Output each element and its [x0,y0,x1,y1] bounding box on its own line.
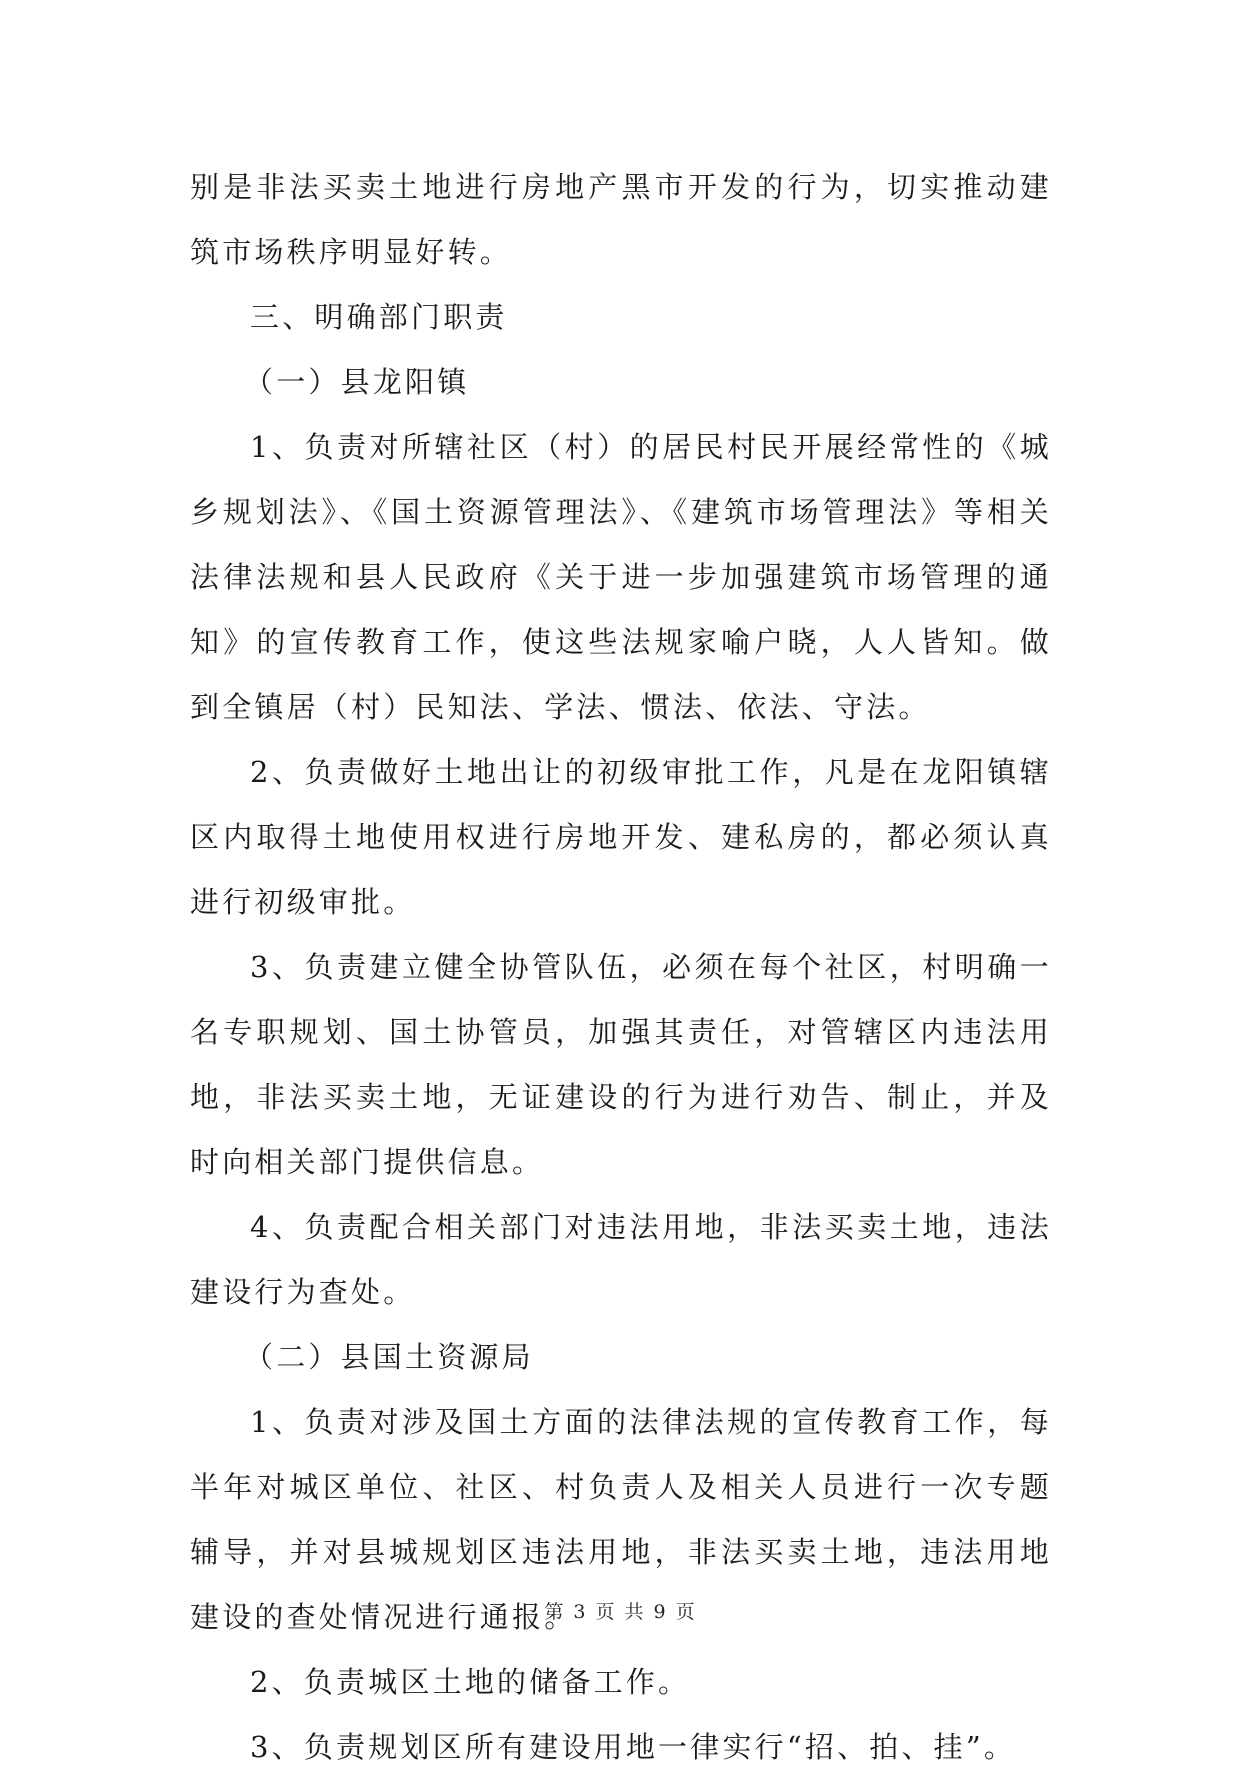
paragraph: 3、负责规划区所有建设用地一律实行“招、拍、挂”。 [250,1730,1017,1764]
paragraph: 1、负责对所辖社区（村）的居民村民开展经常性的《城乡规划法》、《国土资源管理法》、《建筑市场管理法》等相关法律法规和县人民政府《关于进一步加强建筑市场管理的通知》的宣传教育工作，使这些法规家喻户晓，人人皆知。做到全镇居（村）民知法、学法、惯法、依法、守法。 [190,430,1052,724]
paragraph: 1、负责对涉及国土方面的法律法规的宣传教育工作，每半年对城区单位、社区、村负责人及相关人员进行一次专题辅导，并对县城规划区违法用地，非法买卖土地，违法用地建设的查处情况进行通报。 [190,1405,1052,1634]
paragraph: 2、负责城区土地的储备工作。 [250,1665,691,1699]
subsection-heading: （二）县国土资源局 [244,1340,534,1374]
paragraph: 3、负责建立健全协管队伍，必须在每个社区，村明确一名专职规划、国土协管员，加强其责任，对管辖区内违法用地，非法买卖土地，无证建设的行为进行劝告、制止，并及时向相关部门提供信息。 [190,950,1052,1179]
paragraph: 4、负责配合相关部门对违法用地，非法买卖土地，违法建设行为查处。 [190,1210,1052,1309]
paragraph-continuation: 别是非法买卖土地进行房地产黑市开发的行为，切实推动建筑市场秩序明显好转。 [190,170,1052,269]
paragraph: 2、负责做好土地出让的初级审批工作，凡是在龙阳镇辖区内取得土地使用权进行房地开发、建私房的，都必须认真进行初级审批。 [190,755,1052,919]
page-number-footer: 第 3 页 共 9 页 [544,1601,697,1623]
section-heading: 三、明确部门职责 [250,300,508,334]
document-body [190,155,1052,1780]
subsection-heading: （一）县龙阳镇 [244,365,470,399]
